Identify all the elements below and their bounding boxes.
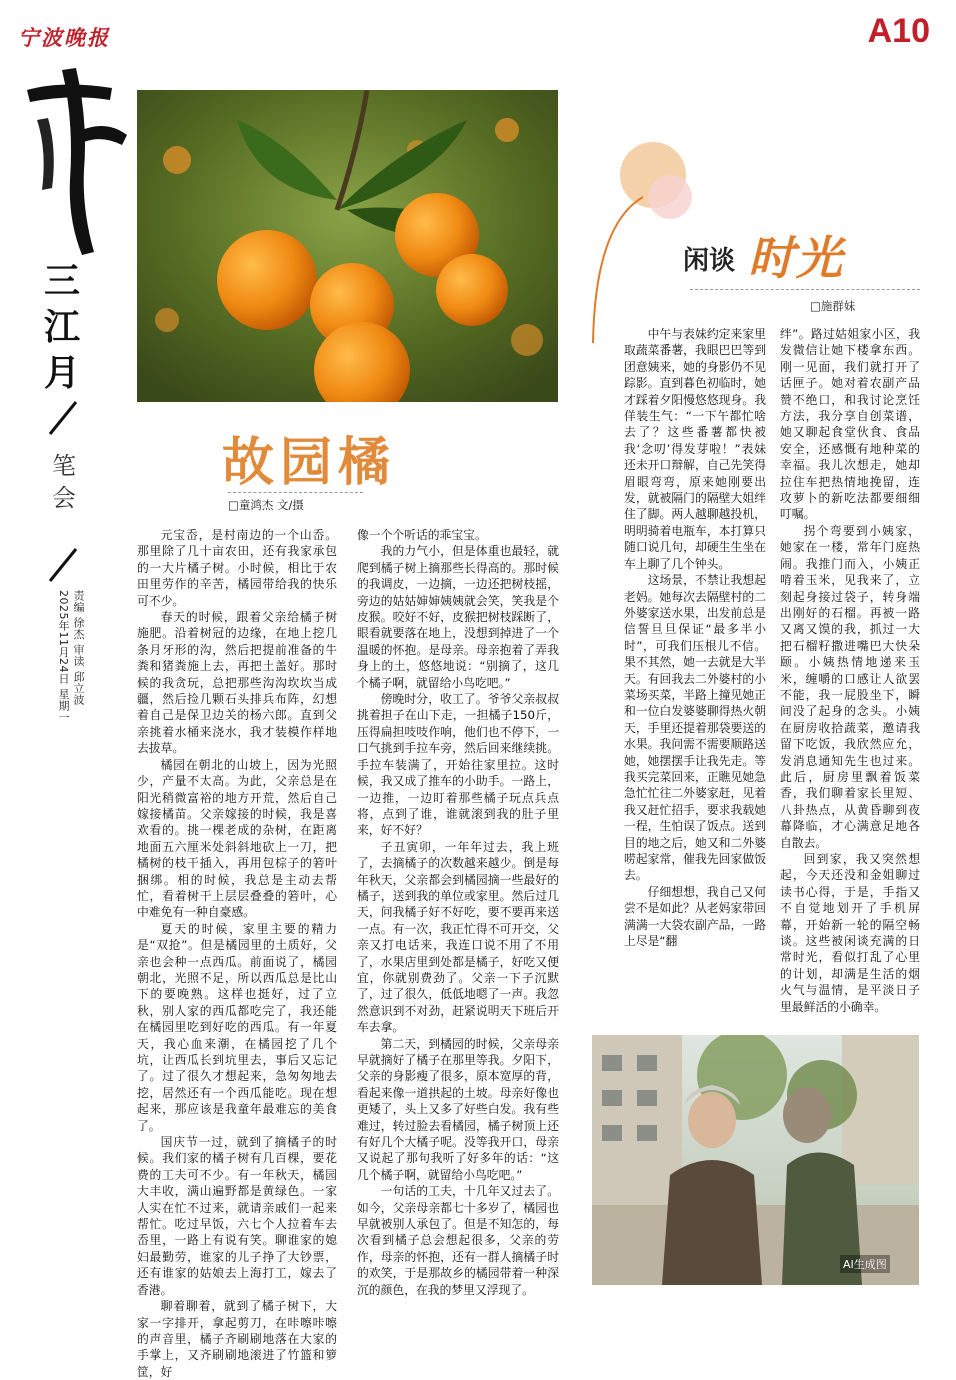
article2-column-2 (780, 326, 920, 1015)
slash-decoration (44, 545, 82, 585)
column-subtitle: 笔会 (52, 452, 76, 512)
decorative-circle (648, 175, 692, 219)
women-illustration (592, 1035, 919, 1285)
article2-title-prefix: 闲谈 (683, 246, 736, 276)
article1-title: 故园橘 (222, 432, 397, 493)
paragraph: 这场景，不禁让我想起老妈。她每次去隔壁村的二外婆家送水果，出发前总是信誓旦旦保证“最多半小时”，可我们压根儿不信。果不其然，她一去就是大半天。有回我去二外婆村的小菜场买菜，半路上撞见她正和一位白发婆婆聊得热火朝天，手里还提着那袋要送的水果。我问需不需要顺路送她，她摆摆手让我先走。等我买完菜回来，正瞧见她急急忙忙往二外婆家赶，见着我又赶忙招手，要求我载她一程，生怕误了饭点。送到目的地之后，她又和二外婆唠起家常，催我先回家做饭去。 (624, 573, 766, 883)
oranges-illustration (137, 90, 558, 402)
paragraph: 第二天，到橘园的时候，父亲母亲早就摘好了橘子在那里等我。夕阳下，父亲的身影瘦了很多，原本宽厚的背，看起来像一道拱起的土坡。母亲好像也更矮了，头上又多了好些白发。我有些难过，转过脸去看橘园，橘子树顶上还有好几个大橘子呢。没等我开口，母亲又说起了那句我听了好多年的话：“这几个橘子啊，就留给小鸟吃吧。” (357, 1036, 559, 1182)
masthead: 宁波晚报 (18, 25, 110, 50)
editor-line: 责编 徐杰 审读 邱立波 (72, 590, 85, 706)
divider (690, 289, 920, 290)
photo-caption: AI生成图 (840, 1255, 890, 1273)
paragraph: 我的力气小，但是体重也最轻，就爬到橘子树上摘那些长得高的。那时候的我调皮，一边摘，一边还把树枝摇，旁边的姑姑婶婶姨姨就会笑，笑我是个皮猴。咬好不好，皮猴把树枝踩断了，眼看就要落在地上，没想到掉进了一个温暖的怀抱。是母亲。母亲抱着了弄我身上的土，悠悠地说：“别摘了，这几个橘子啊，就留给小鸟吃吧。” (357, 544, 559, 690)
slash-decoration (44, 398, 82, 438)
paragraph: 子丑寅卯，一年年过去，我上班了，去摘橘子的次数越来越少。倒是每年秋天，父亲都会到橘园摘一些最好的橘子，送到我的单位或家里。然后过几天，问我橘子好不好吃，要不要再来送一点。有一次，我正忙得不可开交，父亲又打电话来，我连口说不用了不用了，水果店里到处都是橘子，好吃又便宜，你就别费劲了。父亲一下子沉默了，过了很久，低低地嗯了一声。我忽然意识到不对劲，赶紧说明天下班后开车去拿。 (357, 839, 559, 1035)
paragraph: 国庆节一过，就到了摘橘子的时候。我们家的橘子树有几百棵，要花费的工夫可不少。有一年秋天，橘园大丰收，满山遍野都是黄绿色。一家人实在忙不过来，就请亲戚们一起来帮忙。吃过早饭，六七个人拉着车去岙里，一路上有说有笑。聊谁家的媳妇最勤劳，谁家的儿子挣了大钞票，还有谁家的姑娘去上海打工，嫁去了香港。 (137, 1135, 337, 1297)
paragraph: 中午与表妹约定来家里取蔬菜番薯，我眼巴巴等到团意姨来，她的身影仍不见踪影。直到暮色初临时，她才踩着夕阳慢悠悠现身。我佯装生气：“一下午都忙啥去了？这些番薯都快被我‘念叨’得发芽啦！”表妹还未开口辩解，自己先笑得眉眼弯弯，原来她刚要出发，就被隔门的隔壁大姐绊住了脚。两人越聊越投机，明明骑着电瓶车，本打算只随口说几句，却硬生生坐在车上聊了几个钟头。 (624, 327, 766, 571)
paragraph: 聊着聊着，就到了橘子树下，大家一字排开，拿起剪刀，在咔嚓咔嚓的声音里，橘子齐刷刷地落在大家的手掌上，又齐刷刷地滚进了竹篮和箩筐，好 (137, 1299, 337, 1379)
paragraph: 像一个个听话的乖宝宝。 (357, 528, 487, 542)
date-line: 2025年11月24日 星期一 (57, 590, 70, 723)
paragraph: 仔细想想，我自己又何尝不是如此？从老妈家带回满满一大袋农副产品，一路上尽是“翻 (624, 884, 766, 949)
paragraph: 夏天的时候，家里主要的精力是“双抢”。但是橘园里的土质好，父亲也会种一点西瓜。前面说了，橘园朝北，光照不足，所以西瓜总是比山下的要晚熟。这样也挺好，过了立秋，别人家的西瓜都吃完了，我还能在橘园里吃到好吃的西瓜。有一年夏天，我心血来潮，在橘园挖了几个坑，让西瓜长到坑里去，事后又忘记了。过了很久才想起来，急匆匆地去挖，居然还有一个西瓜能吃。现在想起来，那应该是我童年最难忘的美食了。 (137, 921, 337, 1133)
paragraph: 一句话的工夫，十几年又过去了。如今，父亲母亲都七十多岁了，橘园也早就被别人承包了。但是不知怎的，每次看到橘子总会想起很多，父亲的劳作，母亲的怀抱，还有一群人摘橘子时的欢笑，于是那故乡的橘园带着一种深沉的颜色，在我的梦里又浮现了。 (357, 1184, 559, 1297)
editor-info (56, 590, 86, 723)
article2-column-1 (624, 326, 766, 949)
paragraph: 橘园在朝北的山坡上，因为光照少，产量不太高。为此，父亲总是在阳光稍微富裕的地方开荒，然后自己嫁接橘苗。父亲嫁接的时候，我是喜欢看的。挑一棵老成的杂树，在距离地面五六厘米处斜斜地砍上一刀，把橘树的枝干插入，再用包棕子的箬叶捆绑。相的时候，我总是主动去帮忙，看着树干上层层叠叠的箬叶，心中难免有一种自豪感。 (137, 757, 337, 920)
article1-byline: □童鸿杰 文/摄 (228, 498, 304, 512)
decorative-curve (585, 195, 645, 345)
article2-title-main: 时光 (748, 231, 844, 285)
column-title: 三江月 (43, 260, 80, 394)
article2-byline: □施群妹 (810, 299, 856, 313)
two-women-photo (592, 1035, 919, 1285)
paragraph: 傍晚时分，收工了。爷爷父亲叔叔挑着担子在山下走，一担橘子150斤，压得扁担吱吱作响，他们也不停下，一口气挑到手拉车旁，然后回来继续挑。手拉车装满了，开始往家里拉。这时候，我又成了推车的小助手。一路上，一边推，一边盯着那些橘子玩点兵点将，点到了谁，谁就滚到我的肚子里来，好不好？ (357, 692, 559, 838)
oranges-photo (137, 90, 558, 402)
page-number: A10 (867, 12, 930, 50)
article1-column-1 (137, 527, 337, 1380)
paragraph: 春天的时候，跟着父亲给橘子树施肥。沿着树冠的边缘，在地上挖几条月牙形的沟，然后把提前准备的牛粪和猪粪施上去，再把土盖好。那时候的我贪玩，总把那些沟沟坎坎当成疆，然后捡几颗石头排兵布阵，幻想着自己是保卫边关的杨六郎。直到父亲挑着水桶来浇水，我才装模作样地去拔草。 (137, 610, 337, 756)
paragraph: 元宝岙，是村南边的一个山岙。那里除了几十亩农田，还有我家承包的一大片橘子树。小时候，相比于农田里劳作的辛苦，橘园带给我的快乐可不少。 (137, 528, 337, 608)
article1-column-2 (357, 527, 559, 1298)
paragraph: 绊”。路过姑姐家小区，我发微信让她下楼拿东西。刚一见面，我们就打开了话匣子。她对着农副产品赞不绝口，和我讨论烹饪方法，我分享自创菜谱，她又聊起食堂伙食、食品安全，还感慨有地种菜的幸福。我儿次想走，她却拉住车把热情地挽留，连攻萝卜的新吃法都要细细叮嘱。 (780, 327, 920, 522)
brush-calligraphy-decoration (22, 60, 132, 260)
paragraph: 回到家，我又突然想起，今天还没和金姐聊过读书心得，于是，手指又不自觉地划开了手机屏幕，开始新一轮的隔空畅谈。这些被闲谈充满的日常时光，看似打乱了心里的计划，却满是生活的烟火气与温情，是平淡日子里最鲜活的小确幸。 (780, 852, 920, 1014)
divider (228, 492, 363, 493)
paragraph: 拐个弯要到小姨家，她家在一楼，常年门庭热闹。我推门而入，小姨正啃着玉米，见我来了，立刻起身接过袋子，转身端出刚好的石榴。再被一路又离又馍的我，抓过一大把石榴籽撒进嘴巴大快朵颐。小姨热情地递来玉米，缠嚼的口感让人欲罢不能，我一屁股坐下，瞬间没了起身的念头。小姨在厨房收拾蔬菜，邀请我留下吃饭，我欣然应允，发消息通知先生也过来。此后，厨房里飘着饭菜香，我们聊着家长里短、八卦热点，从黄昏聊到夜幕降临，才心满意足地各自散去。 (780, 523, 920, 850)
